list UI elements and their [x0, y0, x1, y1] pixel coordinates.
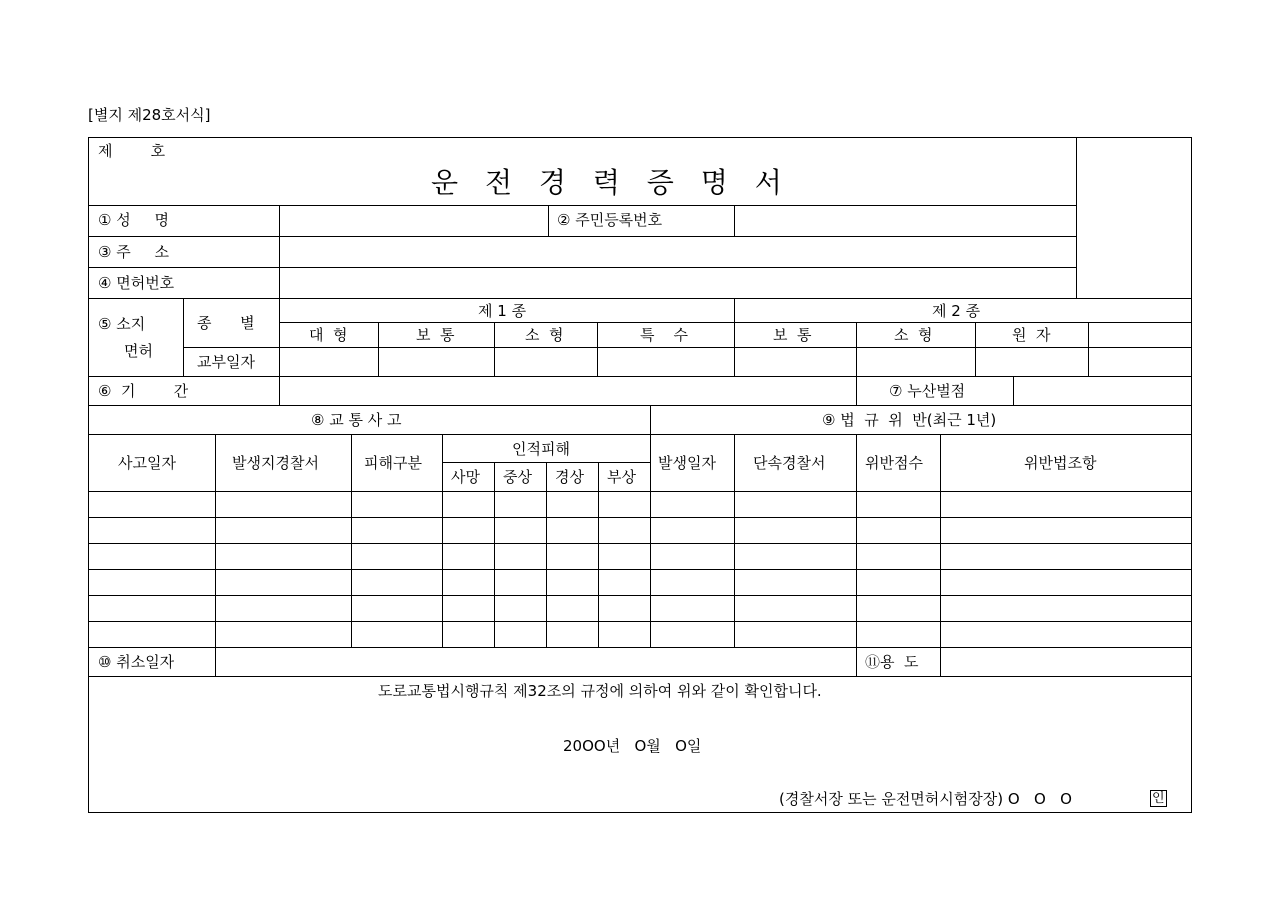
column-header: 피해구분: [364, 454, 422, 472]
purpose-label: ⑪용 도: [865, 653, 919, 671]
column-header: 경상: [555, 468, 584, 486]
license-held-label: 면허: [124, 342, 153, 360]
attachment-label: [별지 제28호서식]: [88, 106, 211, 124]
column-header: 발생지경찰서: [232, 454, 319, 472]
rule: [88, 405, 1192, 406]
rule: [494, 322, 495, 376]
rule: [351, 434, 352, 647]
rule: [734, 434, 735, 647]
resident-no-label: ② 주민등록번호: [557, 211, 663, 229]
rule: [88, 298, 1192, 299]
rule: [1013, 376, 1014, 405]
license-no-label: ④ 면허번호: [98, 274, 175, 292]
rule: [88, 267, 1076, 268]
rule: [215, 434, 216, 676]
rule: [940, 434, 941, 676]
rule: [183, 347, 1192, 348]
violations-section-title: ⑨ 법 규 위 반(최근 1년): [822, 411, 997, 429]
license-type-label: 종 별: [197, 314, 255, 332]
license-type-cell: 특 수: [640, 326, 689, 344]
rule: [88, 569, 1192, 570]
license-held-label: ⑤ 소지: [98, 315, 146, 333]
rule: [1076, 137, 1077, 298]
rule: [88, 434, 1192, 435]
class2-header: 제 2 종: [932, 302, 981, 320]
rule: [88, 647, 1192, 648]
column-header: 부상: [607, 468, 636, 486]
certification-statement: 도로교통법시행규칙 제32조의 규정에 의하여 위와 같이 확인합니다.: [378, 682, 822, 700]
rule: [279, 205, 280, 405]
rule: [494, 462, 495, 647]
issuer-line: (경찰서장 또는 운전면허시험장장) O O O: [779, 790, 1072, 808]
column-header: 사고일자: [118, 454, 176, 472]
rule: [378, 322, 379, 376]
seal-mark: 인: [1152, 791, 1165, 806]
rule: [856, 434, 857, 676]
rule: [183, 298, 184, 376]
accidents-section-title: ⑧ 교 통 사 고: [311, 411, 402, 429]
rule: [442, 434, 443, 647]
rule: [279, 322, 1192, 323]
license-type-cell: 대 형: [309, 326, 348, 344]
rule: [1088, 322, 1089, 376]
rule: [88, 812, 1192, 813]
issue-date-label: 교부일자: [197, 353, 255, 371]
rule: [88, 621, 1192, 622]
rule: [88, 236, 1076, 237]
rule: [88, 376, 1192, 377]
rule: [650, 405, 651, 647]
name-label: ① 성 명: [98, 211, 170, 229]
rule: [88, 137, 89, 812]
license-type-cell: 원 자: [1012, 326, 1051, 344]
rule: [88, 205, 1076, 206]
cancel-date-label: ⑩ 취소일자: [98, 653, 175, 671]
rule: [548, 205, 549, 236]
column-header: 인적피해: [512, 440, 570, 458]
license-type-cell: 보 통: [416, 326, 455, 344]
class1-header: 제 1 종: [478, 302, 527, 320]
rule: [856, 322, 857, 405]
column-header: 발생일자: [658, 454, 716, 472]
number-label: 제 호: [98, 142, 166, 160]
rule: [546, 462, 547, 647]
page-title: 운 전 경 력 증 명 서: [431, 166, 791, 199]
period-label: ⑥ 기 간: [98, 382, 189, 400]
rule: [88, 491, 1192, 492]
column-header: 단속경찰서: [753, 454, 826, 472]
certification-date: 20OO년 O월 O일: [563, 737, 702, 755]
column-header: 위반점수: [865, 454, 923, 472]
rule: [88, 595, 1192, 596]
rule: [88, 543, 1192, 544]
column-header: 위반법조항: [1024, 454, 1097, 472]
rule: [734, 298, 735, 376]
license-type-cell: 보 통: [773, 326, 812, 344]
rule: [88, 676, 1192, 677]
column-header: 사망: [451, 468, 480, 486]
license-type-cell: 소 형: [894, 326, 933, 344]
rule: [597, 322, 598, 376]
rule: [975, 322, 976, 376]
rule: [598, 462, 599, 647]
penalty-points-label: ⑦ 누산벌점: [889, 382, 966, 400]
rule: [1191, 137, 1192, 812]
rule: [88, 517, 1192, 518]
license-type-cell: 소 형: [525, 326, 564, 344]
address-label: ③ 주 소: [98, 243, 170, 261]
rule: [734, 205, 735, 236]
column-header: 중상: [503, 468, 532, 486]
rule: [88, 137, 1192, 138]
